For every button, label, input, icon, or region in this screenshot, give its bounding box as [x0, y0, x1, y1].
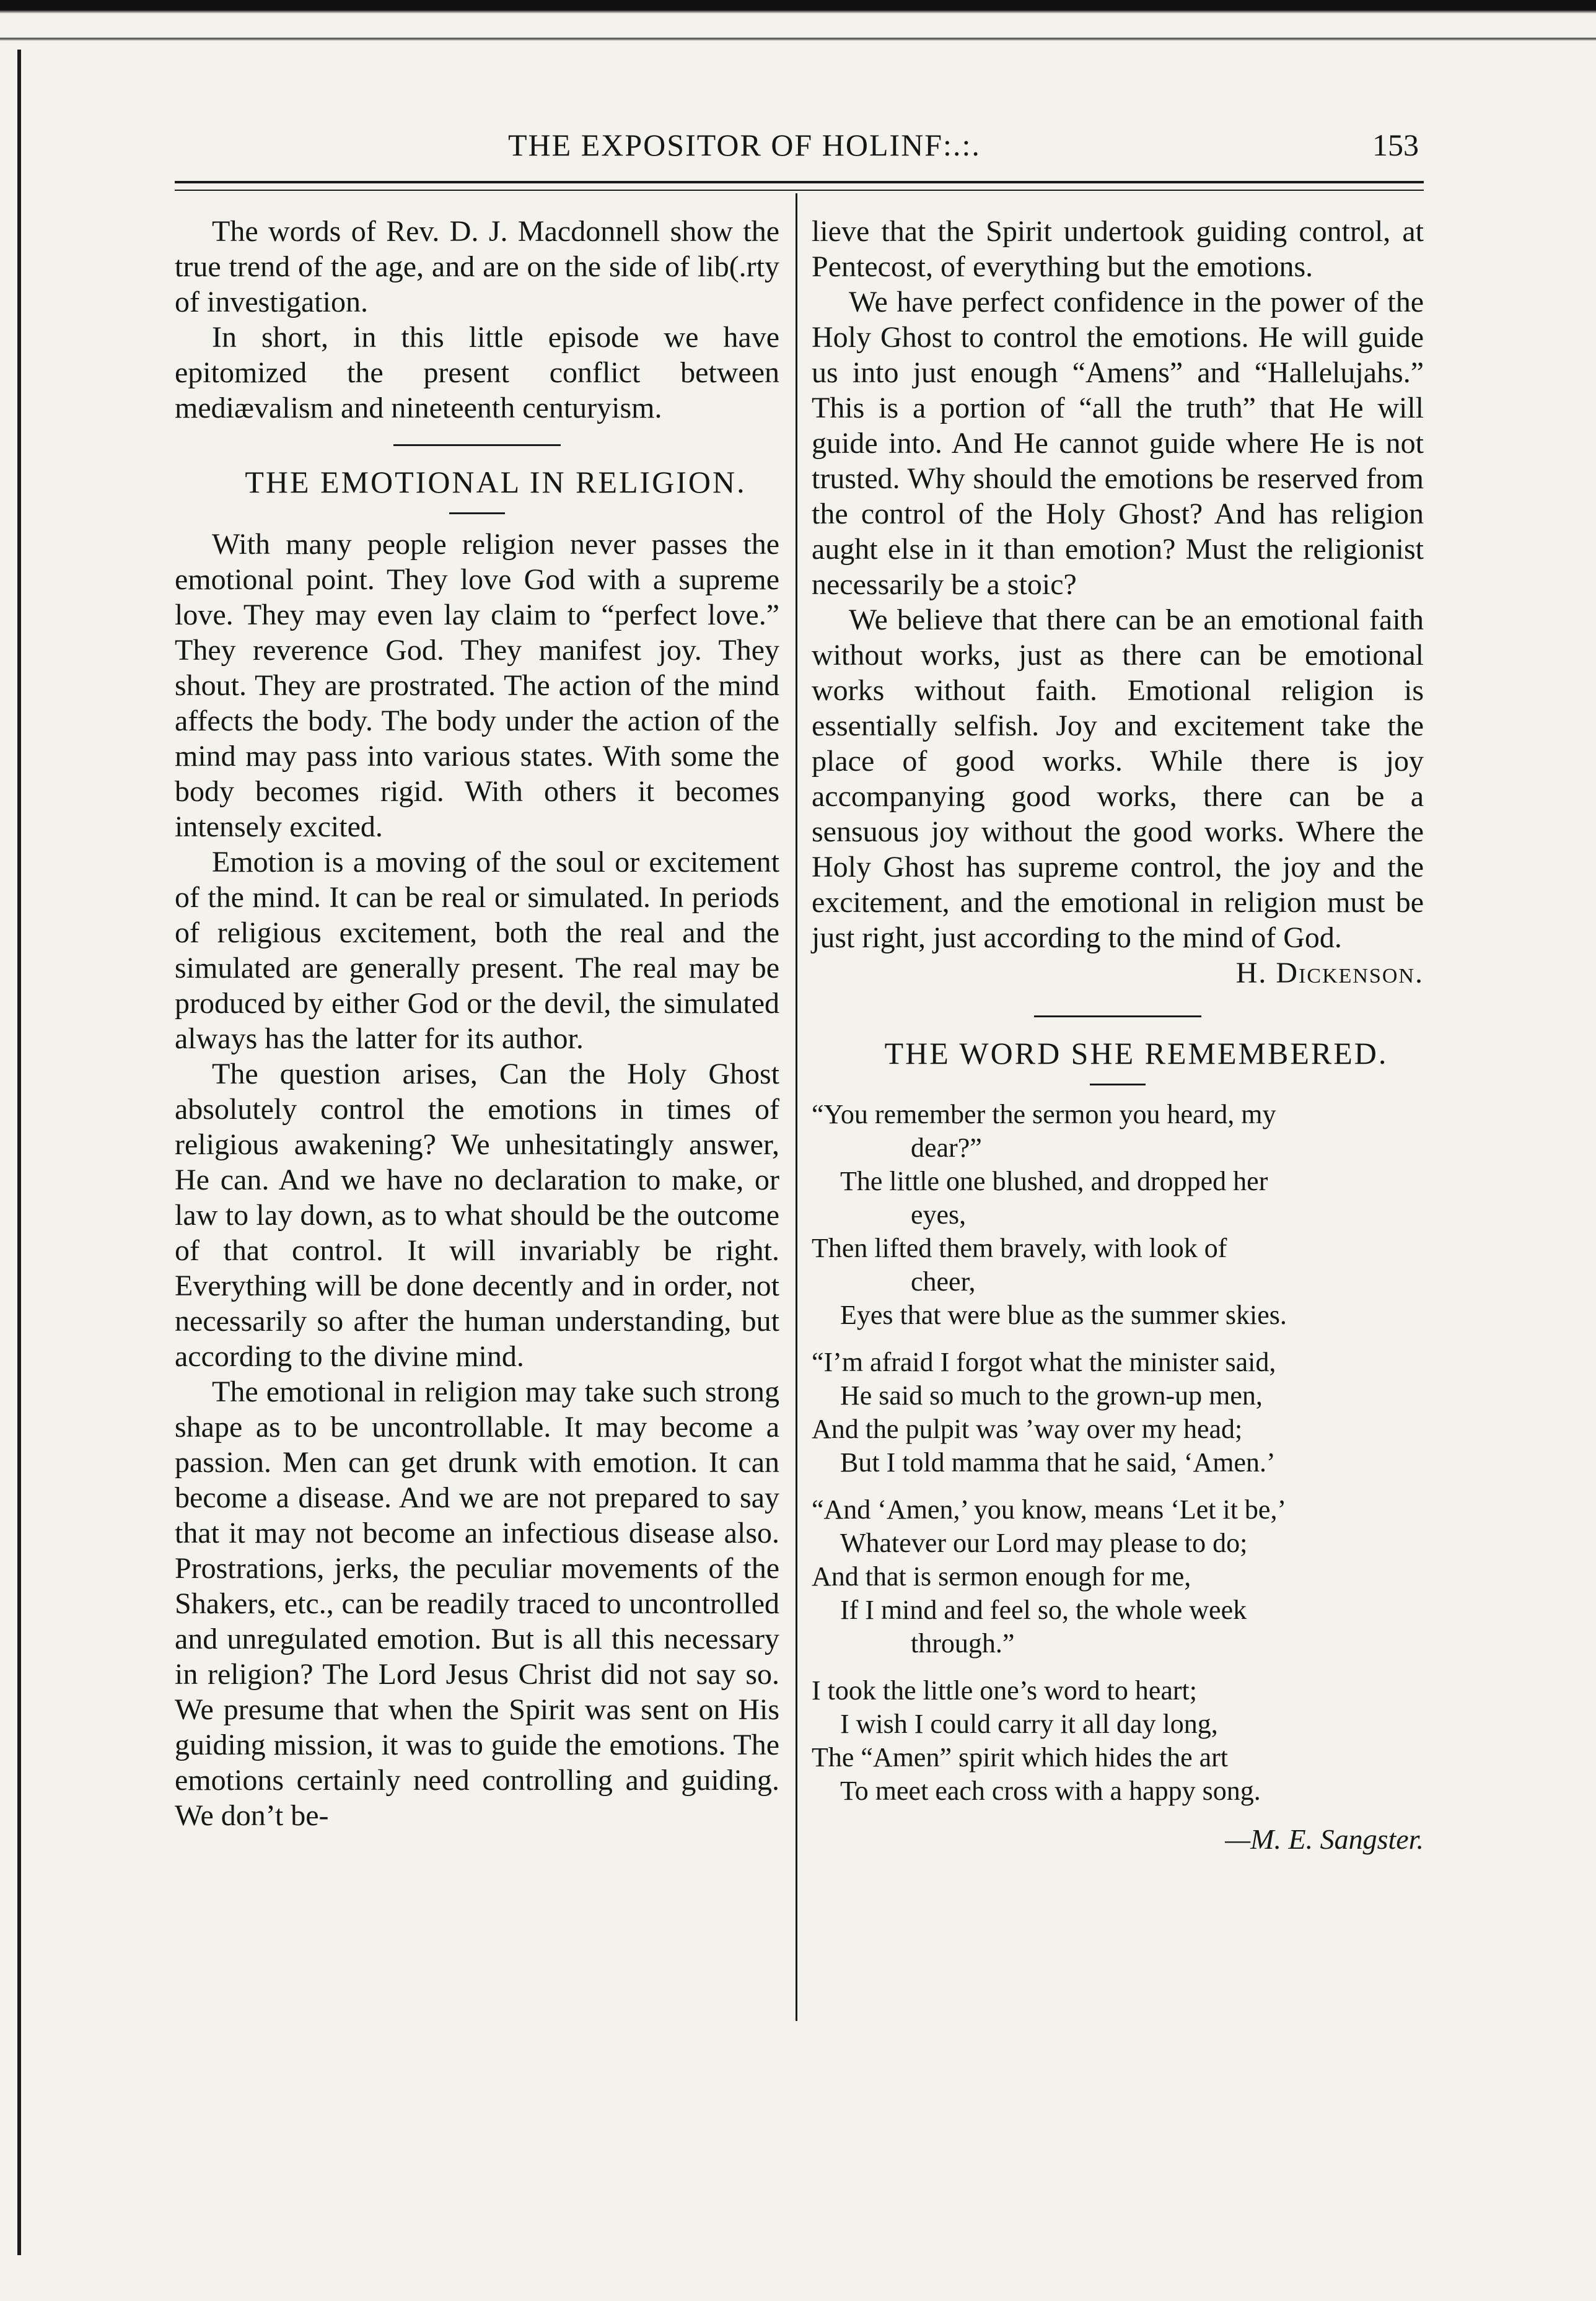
page-number: 153 [1372, 128, 1419, 162]
poem-line: I took the little one’s word to heart; [812, 1675, 1197, 1706]
poem-stanza [812, 1346, 1424, 1479]
poem-line: But I told mamma that he said, ‘Amen.’ [840, 1447, 1276, 1478]
poem-line: “And ‘Amen,’ you know, means ‘Let it be,’ [812, 1494, 1287, 1525]
page-left-edge [17, 50, 21, 2255]
journal-title: THE EXPOSITOR OF HOLINF:.:. [508, 128, 981, 162]
poem-line: dear?” [911, 1133, 982, 1163]
article-paragraph: With many people religion never passes the emotional point. They love God with a supreme love. They may even lay claim to “perfect love.” They reverence God. They manifest joy. They shout. They are prostrated. The action of the mind affects the body. The body under the action of the mind may pass into various states. With some the body becomes rigid. With others it becomes intensely excited. [175, 528, 779, 843]
poem-line: eyes, [911, 1199, 967, 1230]
intro-paragraph: The words of Rev. D. J. Macdonnell show the true trend of the age, and are on the side of lib(.rty of investigation. [175, 215, 779, 318]
article-paragraph: Emotion is a moving of the soul or excitement of the mind. It can be real or simulated. In periods of religious excitement, both the real and the simulated are generally present. The real may be produced by either God or the devil, the simulated always has the latter for its author. [175, 846, 779, 1055]
intro-paragraph: In short, in this little episode we have epitomized the present conflict between mediævalism and nineteenth centuryism. [175, 321, 779, 424]
column-divider [796, 193, 797, 2021]
header-rule-bottom [175, 190, 1424, 191]
poem-line: He said so much to the grown-up men, [840, 1380, 1263, 1411]
continued-paragraph: lieve that the Spirit undertook guiding control, at Pentecost, of everything but the emotions. [812, 215, 1424, 283]
poem-line: Whatever our Lord may please to do; [840, 1528, 1248, 1558]
poem [812, 1098, 1424, 1808]
poem-line: The little one blushed, and dropped her [840, 1166, 1268, 1196]
poem-line: through.” [911, 1628, 1015, 1659]
title-dash [1090, 1084, 1146, 1085]
author-signature: H. Dickenson. [1235, 957, 1424, 989]
poem-line: I wish I could carry it all day long, [840, 1709, 1218, 1739]
poem-line: And that is sermon enough for me, [812, 1561, 1191, 1592]
poem-line: “I’m afraid I forgot what the minister said, [812, 1347, 1276, 1377]
section-separator [1034, 1015, 1201, 1017]
poem-stanza [812, 1674, 1424, 1808]
article-paragraph: We believe that there can be an emotional faith without works, just as there can be emotional works without faith. Emotional religion is essentially selfish. Joy and excitement take the place of good works. While there is joy accompanying good works, there can be a sensuous joy without the good works. Where the Holy Ghost has supreme control, the joy and the excitement, and the emotional in religion must be just right, just according to the mind of God. [812, 603, 1424, 954]
poem-line: Eyes that were blue as the summer skies. [840, 1300, 1287, 1330]
poem-title: THE WORD SHE REMEMBERED. [884, 1036, 1388, 1071]
right-column [812, 214, 1424, 1857]
poem-line: Then lifted them bravely, with look of [812, 1233, 1227, 1263]
article-paragraph: The question arises, Can the Holy Ghost absolutely control the emotions in times of religious awakening? We unhesitatingly answer, He can. And we have no declaration to make, or law to lay down, as to what should be the outcome of that control. It will invariably be right. Everything will be done decently and in order, not necessarily so after the human understanding, but according to the divine mind. [175, 1058, 779, 1373]
poem-stanza [812, 1493, 1424, 1660]
title-dash [449, 512, 505, 514]
poem-line: To meet each cross with a happy song. [840, 1776, 1261, 1806]
header-rule-top [175, 181, 1424, 183]
poem-line: And the pulpit was ’way over my head; [812, 1414, 1243, 1444]
article-paragraph: We have perfect confidence in the power of the Holy Ghost to control the emotions. He will guide us into just enough “Amens” and “Hallelujahs.” This is a portion of “all the truth” that He will guide into. And He cannot guide where He is not trusted. Why should the emotions be reserved from the control of the Holy Ghost? And has religion aught else in it than emotion? Must the religionist necessarily be a stoic? [812, 286, 1424, 601]
poem-line: “You remember the sermon you heard, my [812, 1099, 1276, 1129]
poem-line: If I mind and feel so, the whole week [840, 1595, 1247, 1625]
article-paragraph: The emotional in religion may take such strong shape as to be uncontrollable. It may become a passion. Men can get drunk with emotion. It can become a disease. And we are not prepared to say that it may not become an infectious disease also. Prostrations, jerks, the peculiar movements of the Shakers, etc., can be readily traced to uncontrolled and unregulated emotion. But is all this necessary in religion? The Lord Jesus Christ did not say so. We presume that when the Spirit was sent on His guiding mission, it was to guide the emotions. The emotions certainly need controlling and guiding. We don’t be- [175, 1375, 779, 1832]
running-header [173, 127, 1419, 177]
page-top-edge [0, 0, 1596, 43]
poem-author: —M. E. Sangster. [1225, 1823, 1424, 1855]
left-column [175, 214, 779, 1833]
section-separator [393, 444, 561, 446]
poem-line: cheer, [911, 1266, 976, 1297]
article-title: THE EMOTIONAL IN RELIGION. [245, 465, 747, 499]
poem-line: The “Amen” spirit which hides the art [812, 1742, 1229, 1773]
poem-stanza [812, 1098, 1424, 1332]
